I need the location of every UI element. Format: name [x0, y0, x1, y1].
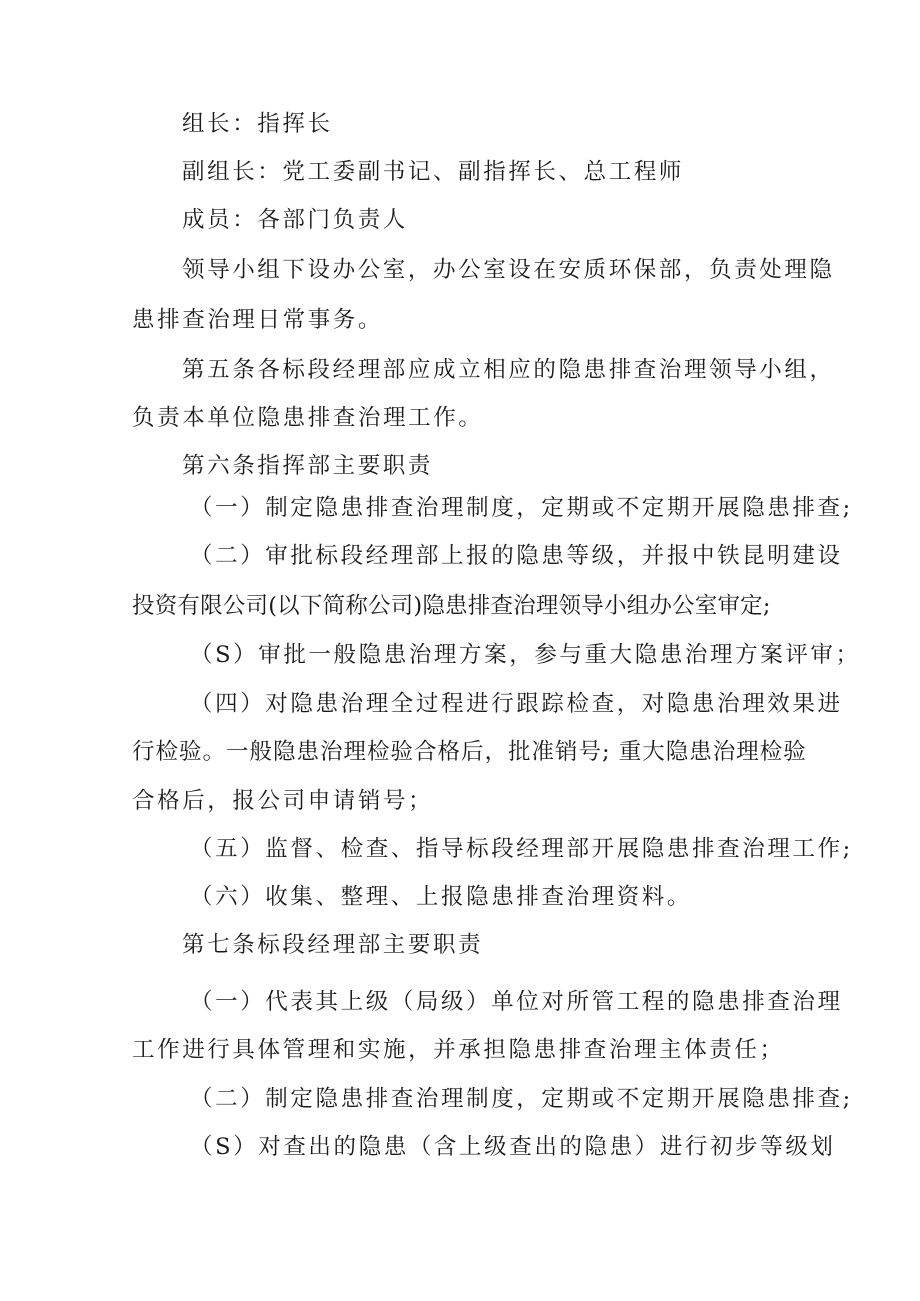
- text-line-article-7-item-1-cont: 工作进行具体管理和实施，并承担隐患排查治理主体责任；: [132, 1037, 785, 1063]
- text-line-article-6-item-3: （S）审批一般隐患治理方案，参与重大隐患治理方案评审；: [190, 642, 861, 668]
- text-line-article-6-heading: 第六条指挥部主要职责: [182, 453, 434, 479]
- text-line-article-5: 第五条各标段经理部应成立相应的隐患排查治理领导小组，: [182, 357, 835, 383]
- text-line-office-setup: 领导小组下设办公室，办公室设在安质环保部，负责处理隐: [182, 257, 835, 283]
- text-line-members: 成员：各部门负责人: [182, 207, 408, 233]
- text-line-article-6-item-5: （五）监督、检查、指导标段经理部开展隐患排查治理工作;: [190, 836, 853, 862]
- text-line-article-6-item-4: （四）对隐患治理全过程进行跟踪检查，对隐患治理效果进: [190, 691, 843, 717]
- text-line-article-5-cont: 负责本单位隐患排查治理工作。: [132, 405, 484, 431]
- text-line-deputy-leader: 副组长：党工委副书记、副指挥长、总工程师: [182, 159, 685, 185]
- text-line-article-7-item-3: （S）对查出的隐患（含上级查出的隐患）进行初步等级划: [190, 1134, 836, 1160]
- text-line-article-6-item-2-cont: 投资有限公司(以下简称公司)隐患排查治理领导小组办公室审定;: [132, 593, 771, 619]
- text-line-article-7-heading: 第七条标段经理部主要职责: [182, 932, 484, 958]
- text-line-group-leader: 组长：指挥长: [182, 111, 333, 137]
- text-line-office-duty: 患排查治理日常事务。: [132, 307, 384, 333]
- text-line-article-6-item-1: （一）制定隐患排查治理制度，定期或不定期开展隐患排查;: [190, 495, 853, 521]
- text-line-article-6-item-2: （二）审批标段经理部上报的隐患等级，并报中铁昆明建设: [190, 543, 843, 569]
- text-line-article-6-item-6: （六）收集、整理、上报隐患排查治理资料。: [190, 884, 693, 910]
- text-line-article-6-item-4-cont: 行检验。一般隐患治理检验合格后，批准销号; 重大隐患治理检验: [132, 739, 807, 765]
- text-line-article-7-item-2: （二）制定隐患排查治理制度，定期或不定期开展隐患排查;: [190, 1086, 853, 1112]
- text-line-article-6-item-4-end: 合格后，报公司申请销号；: [132, 788, 434, 814]
- text-line-article-7-item-1: （一）代表其上级（局级）单位对所管工程的隐患排查治理: [190, 989, 843, 1015]
